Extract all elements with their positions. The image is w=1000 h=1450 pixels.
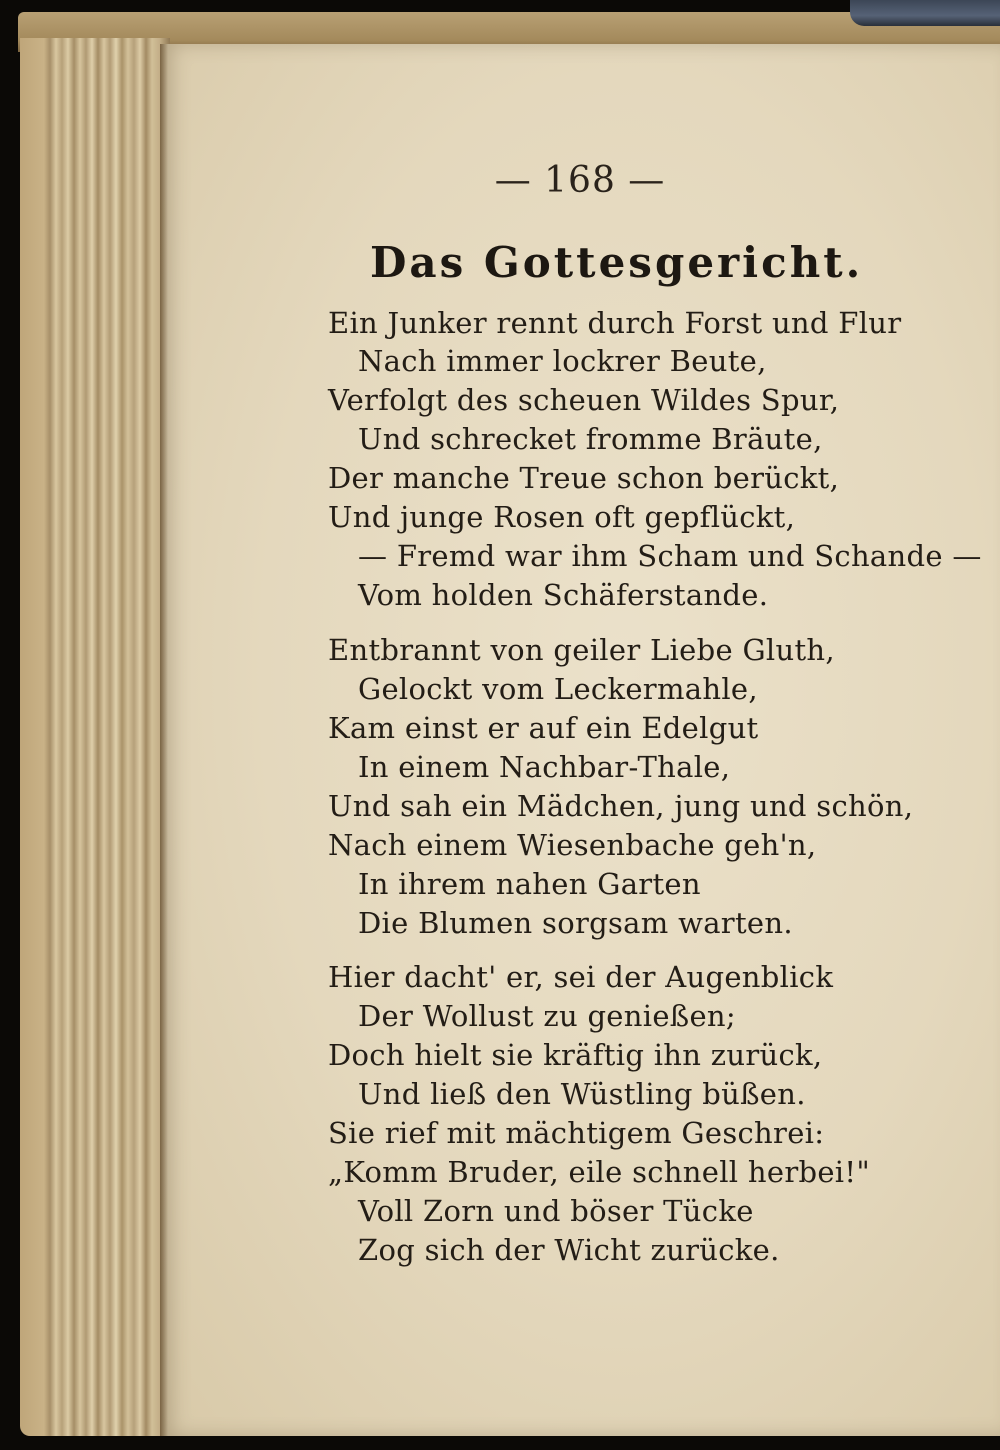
poem-line: Verfolgt des scheuen Wildes Spur,: [328, 383, 840, 417]
poem-line: Und schrecket fromme Bräute,: [358, 422, 823, 456]
poem-line: Vom holden Schäferstande.: [358, 578, 769, 612]
poem-line: Und sah ein Mädchen, jung und schön,: [328, 789, 914, 823]
poem-line: Der Wollust zu genießen;: [358, 999, 736, 1033]
poem-line: In einem Nachbar-Thale,: [358, 750, 731, 784]
poem-line: Nach immer lockrer Beute,: [358, 344, 767, 378]
page-edges: [20, 38, 170, 1436]
poem-line: Der manche Treue schon berückt,: [328, 461, 840, 495]
poem-line: Gelockt vom Leckermahle,: [358, 672, 758, 706]
poem-line: Voll Zorn und böser Tücke: [358, 1194, 754, 1228]
page-number: — 168 —: [494, 160, 666, 201]
poem-line: Und ließ den Wüstling büßen.: [358, 1077, 806, 1111]
poem-title: Das Gottesgericht.: [370, 238, 864, 287]
poem-line: Sie rief mit mächtigem Geschrei:: [328, 1116, 825, 1150]
poem-line: Kam einst er auf ein Edelgut: [328, 711, 759, 745]
poem-line: „Komm Bruder, eile schnell herbei!": [328, 1155, 870, 1189]
poem-line: Die Blumen sorgsam warten.: [358, 906, 793, 940]
poem-line: — Fremd war ihm Scham und Schande —: [358, 539, 982, 573]
poem-line: Und junge Rosen oft gepflückt,: [328, 500, 796, 534]
poem-line: Ein Junker rennt durch Forst und Flur: [328, 306, 902, 340]
book-cloth-binding: [850, 0, 1000, 26]
poem-line: Hier dacht' er, sei der Augenblick: [328, 960, 834, 994]
poem-line: In ihrem nahen Garten: [358, 867, 701, 901]
poem-line: Doch hielt sie kräftig ihn zurück,: [328, 1038, 823, 1072]
poem-line: Zog sich der Wicht zurücke.: [358, 1233, 780, 1267]
poem-line: Nach einem Wiesenbache geh'n,: [328, 828, 817, 862]
poem-line: Entbrannt von geiler Liebe Gluth,: [328, 633, 835, 667]
page-gutter-shadow: [160, 44, 168, 1436]
